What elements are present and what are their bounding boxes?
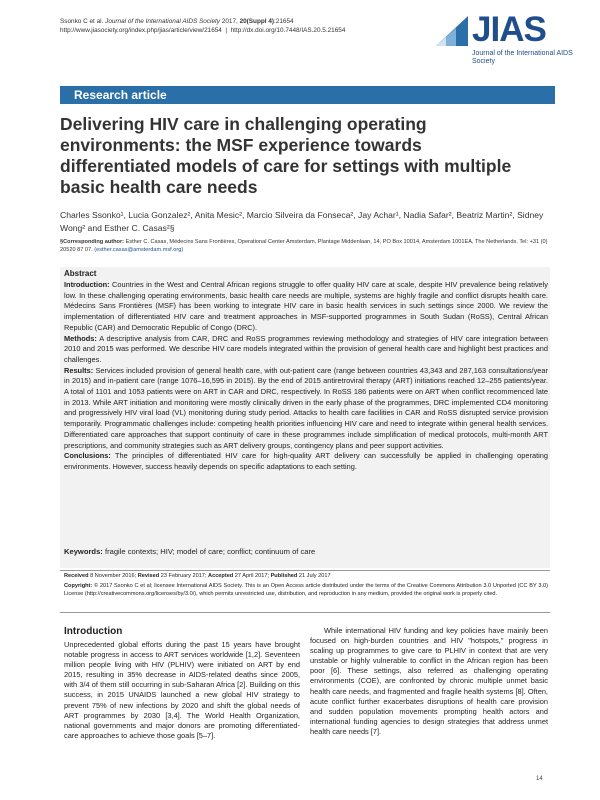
divider: [60, 612, 550, 613]
published-label: Published: [270, 573, 298, 579]
article-title: Delivering HIV care in challenging operating environments: the MSF experience towards differentiated models of care for settings with multiple basic health care needs: [60, 114, 512, 197]
keywords-text: fragile contexts; HIV; model of care; conflict; continuum of care: [104, 547, 316, 556]
citation-line: [60, 17, 390, 26]
page-number: 14: [536, 776, 543, 782]
author-list: Charles Ssonko¹, Lucia Gonzalez², Anita Mesic², Marcio Silveira da Fonseca², Jay Achar¹, Nadia Safar², Beatriz Martin², Sidney Wong² and Esther C. Casas²§: [60, 210, 544, 233]
copyright-notice: [64, 582, 548, 599]
abstract-results-label: Results:: [64, 365, 94, 375]
citation-article: :21654: [274, 18, 294, 25]
abstract-body: [64, 280, 548, 473]
corresponding-label: §Corresponding author:: [60, 239, 125, 245]
abstract-methods: [64, 334, 548, 366]
copyright-text: © 2017 Ssonko C et al; licensee International AIDS Society. This is an Open Access article distributed under the terms of the Creative Commons Attribution 3.0 Unported (CC BY 3.0) License (http://creativecommons.org/licenses/by/3.0/), which permits unrestricted use, distribution, and reproduction in any medium, provided the original work is properly cited.: [64, 583, 548, 598]
url-line: http://www.jiasociety.org/index.php/jias/article/view/21654 | http://dx.doi.org/10.7448/IAS.20.5.21654: [60, 27, 346, 34]
received-date: 8 November 2016;: [90, 573, 137, 579]
citation-year: 2017,: [221, 18, 238, 25]
accepted-date: 27 April 2017;: [234, 573, 270, 579]
logo-text: JIAS: [472, 10, 546, 49]
jias-logo: [436, 10, 586, 76]
corresponding-email-link[interactable]: (esther.casas@amsterdam.msf.org): [94, 247, 184, 253]
introduction-column-1: Unprecedented global efforts during the past 15 years have brought notable progress in access to ART services worldwide [1,2]. Seventeen million people living with HIV (PLHIV) were initiated on ART by end 2015, resulting in 35% decrease in AIDS-related deaths since 2005, with 3/4 of them still occurring in sub-Saharan Africa [2]. Building on this success, in 2015 UNAIDS launched a new global HIV strategy to prevent 75% of new infections by 2020 and shift the global needs of ART programmes by 2030 [3,4]. The World Health Organization, national governments and major donors are promoting differentiated-care approaches to achieve those goals [5–7].: [64, 640, 300, 740]
copyright-label: Copyright:: [64, 583, 93, 589]
abstract-introduction-text: Countries in the West and Central African regions struggle to offer quality HIV care at scale, despite HIV prevalence being relatively low. In these challenging operating environments, basic health care needs are multiple, systems are highly fragile and conflict disrupts health care. Médecins Sans Frontières (MSF) has been working to integrate HIV care in basic health services in such settings since 2000. We review the implementation of differentiated HIV care and treatment approaches in MSF-supported programmes in South Sudan (RoSS), Central African Republic (CAR) and Democratic Republic of Congo (DRC).: [64, 280, 549, 332]
logo-subtitle: Journal of the International AIDS Society: [472, 50, 573, 65]
citation-authors: Ssonko C et al.: [60, 18, 104, 25]
introduction-column-2: While international HIV funding and key policies have mainly been focused on high-burden countries and HIV "hotspots," progress in scaling up programmes to give care to PLHIV in context that are very unstable or highly vulnerable to conflict in the African region has been poor [6]. These settings, also referred as challenging operating environments (COE), are confronted by chronic multiple unmet basic health care needs, and fragmented and fragile health systems [8]. Often, acute conflict further exacerbates disruptions of health care provision and sudden population movements prompting health actors and international funding agencies to design strategies that address unmet health care needs [7].: [310, 626, 548, 736]
introduction-heading: Introduction: [64, 626, 123, 637]
section-banner-label: Research article: [74, 88, 167, 102]
doi-link[interactable]: http://dx.doi.org/10.7448/IAS.20.5.21654: [230, 27, 346, 34]
abstract-heading: Abstract: [64, 269, 97, 278]
divider: [60, 570, 550, 571]
abstract-introduction: [64, 280, 548, 334]
section-banner: [60, 86, 555, 104]
abstract-conclusions-text: The principles of differentiated HIV care for high-quality ART delivery can successfully be applied in challenging operating environments. However, success heavily depends on specific adaptations to each setting.: [64, 451, 548, 471]
received-label: Received: [64, 573, 89, 579]
corresponding-text: Esther C. Casas, Médecins Sans Frontières, Operational Center Amsterdam, Plantage Middenlaan, 14, PO Box 10014, Amsterdam 1001EA, The Netherlands. Tel: +31 (0) 20520 87 07.: [60, 239, 548, 253]
abstract-introduction-label: Introduction:: [64, 280, 110, 289]
corresponding-author: [60, 238, 550, 254]
keywords: [64, 547, 548, 556]
abstract-results: [64, 366, 548, 452]
keywords-label: Keywords:: [64, 547, 103, 556]
citation-issue: 20(Suppl 4): [239, 18, 275, 25]
abstract-results-text: Services included provision of general health care, with out-patient care (range between countries 43,343 and 287,163 consultations/year in 2015) and in-patient care (range 1076–16,595 in 2015). By the end of 2015 antiretroviral therapy (ART) initiations reached 12–255 patients/year. A total of 1101 and 1053 patients were on ART in CAR and DRC, respectively. In RoSS 186 patients were on ART when conflict recommenced late in 2013. While ART initiation and monitoring were mostly clinically driven in the early phase of the programmes, DRC implemented CD4 monitoring and progressively HIV viral load (VL) monitoring during study period. Attacks to health care facilities in CAR and RoSS disrupted service provision temporarily. Programmatic challenges include: competing health priorities influencing HIV care and need to integrate within general health services. Differentiated care approaches that support continuity of care in these programmes include simplification of medical protocols, multi-month ART prescriptions, and community strategies such as ART delivery groups, contingency plans and peer support activities.: [64, 365, 548, 450]
article-url-link[interactable]: http://www.jiasociety.org/index.php/jias/article/view/21654: [60, 27, 222, 34]
abstract-methods-text: A descriptive analysis from CAR, DRC and RoSS programmes reviewing methodology and strategies of HIV care integration between 2010 and 2015 was performed. We describe HIV care models integrated within the provision of general health care and highlight best practices and challenges.: [64, 333, 548, 364]
jias-logo-mark-icon: [436, 16, 468, 46]
revised-date: 23 February 2017;: [160, 573, 207, 579]
abstract-methods-label: Methods:: [64, 333, 97, 343]
abstract-conclusions: [64, 451, 548, 472]
abstract-conclusions-label: Conclusions:: [64, 451, 111, 461]
article-dates: [64, 573, 548, 579]
revised-label: Revised: [137, 573, 160, 579]
citation-journal: Journal of the International AIDS Society: [105, 18, 220, 25]
accepted-label: Accepted: [208, 573, 234, 579]
running-header: [60, 17, 390, 35]
published-date: 21 July 2017: [298, 573, 331, 579]
